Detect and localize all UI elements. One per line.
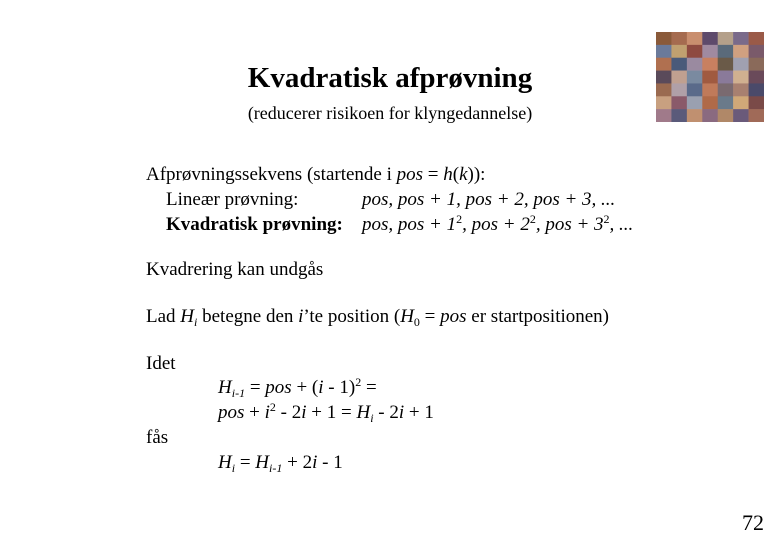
slide-title: Kvadratisk afprøvning xyxy=(247,62,533,94)
avoid-squaring-text: Kvadrering kan undgås xyxy=(146,259,324,280)
slide-subtitle: (reducerer risikoen for klyngedannelse) xyxy=(247,103,533,123)
mosaic-tile xyxy=(718,32,734,45)
mosaic-tile xyxy=(671,83,687,96)
quad-probe-sequence: pos, pos + $1^2$, pos + $2^2$, pos + $3^2$, ... xyxy=(362,212,634,235)
mosaic-tile xyxy=(702,45,718,58)
mosaic-image xyxy=(656,32,764,122)
result-formula: $H_i = H_{i-1} + 2i - 1$ xyxy=(218,452,343,475)
mosaic-tile xyxy=(749,109,764,122)
mosaic-tile xyxy=(687,71,703,84)
mosaic-tile xyxy=(671,45,687,58)
derivation-line-1: $H_{i-1}$ = pos + (i - 1)$^2$ = xyxy=(218,375,377,400)
mosaic-tile xyxy=(656,32,672,45)
mosaic-tile xyxy=(687,109,703,122)
derivation-line-2: pos + $i^2 - 2i + 1 = H_i - 2i + 1$ xyxy=(218,400,434,425)
idet-label: Idet xyxy=(146,353,176,374)
mosaic-tile xyxy=(687,32,703,45)
mosaic-tile xyxy=(718,58,734,71)
mosaic-tile xyxy=(749,96,764,109)
definition-line: Lad $H_i$ betegne den i’te position ($H_0$ = pos er startpositionen) xyxy=(146,306,610,329)
mosaic-tile xyxy=(671,109,687,122)
mosaic-tile xyxy=(749,58,764,71)
linear-probe-sequence: pos, pos + 1, pos + 2, pos + 3, ... xyxy=(362,189,616,210)
mosaic-tile xyxy=(733,58,749,71)
mosaic-tile xyxy=(718,71,734,84)
mosaic-tile xyxy=(687,96,703,109)
mosaic-tile xyxy=(733,45,749,58)
mosaic-tile xyxy=(671,71,687,84)
mosaic-tile xyxy=(687,83,703,96)
mosaic-tile xyxy=(687,58,703,71)
mosaic-tile xyxy=(656,96,672,109)
mosaic-tile xyxy=(702,32,718,45)
mosaic-tile xyxy=(671,96,687,109)
mosaic-tile xyxy=(718,83,734,96)
mosaic-tile xyxy=(733,96,749,109)
mosaic-tile xyxy=(702,58,718,71)
mosaic-tile xyxy=(718,45,734,58)
mosaic-tile xyxy=(656,58,672,71)
mosaic-tile xyxy=(656,71,672,84)
mosaic-tile xyxy=(656,45,672,58)
mosaic-tile xyxy=(702,96,718,109)
mosaic-tile xyxy=(749,32,764,45)
mosaic-tile xyxy=(749,71,764,84)
mosaic-tile xyxy=(733,83,749,96)
mosaic-tile xyxy=(733,71,749,84)
mosaic-tile xyxy=(718,96,734,109)
mosaic-tile xyxy=(733,109,749,122)
mosaic-tile xyxy=(733,32,749,45)
mosaic-tile xyxy=(702,71,718,84)
quad-probe-label: Kvadratisk prøvning: xyxy=(166,214,343,235)
mosaic-tile xyxy=(749,45,764,58)
mosaic-tile xyxy=(671,58,687,71)
faas-label: fås xyxy=(146,427,169,448)
mosaic-tile xyxy=(702,83,718,96)
linear-probe-label: Lineær prøvning: xyxy=(166,189,299,210)
mosaic-tile xyxy=(749,83,764,96)
mosaic-tile xyxy=(671,32,687,45)
mosaic-tile xyxy=(718,109,734,122)
mosaic-tile xyxy=(702,109,718,122)
probe-heading: Afprøvningssekvens (startende i pos = h(k)): xyxy=(146,164,486,185)
mosaic-tile xyxy=(656,83,672,96)
mosaic-tile xyxy=(656,109,672,122)
page-number: 72 xyxy=(742,510,764,535)
mosaic-tile xyxy=(687,45,703,58)
